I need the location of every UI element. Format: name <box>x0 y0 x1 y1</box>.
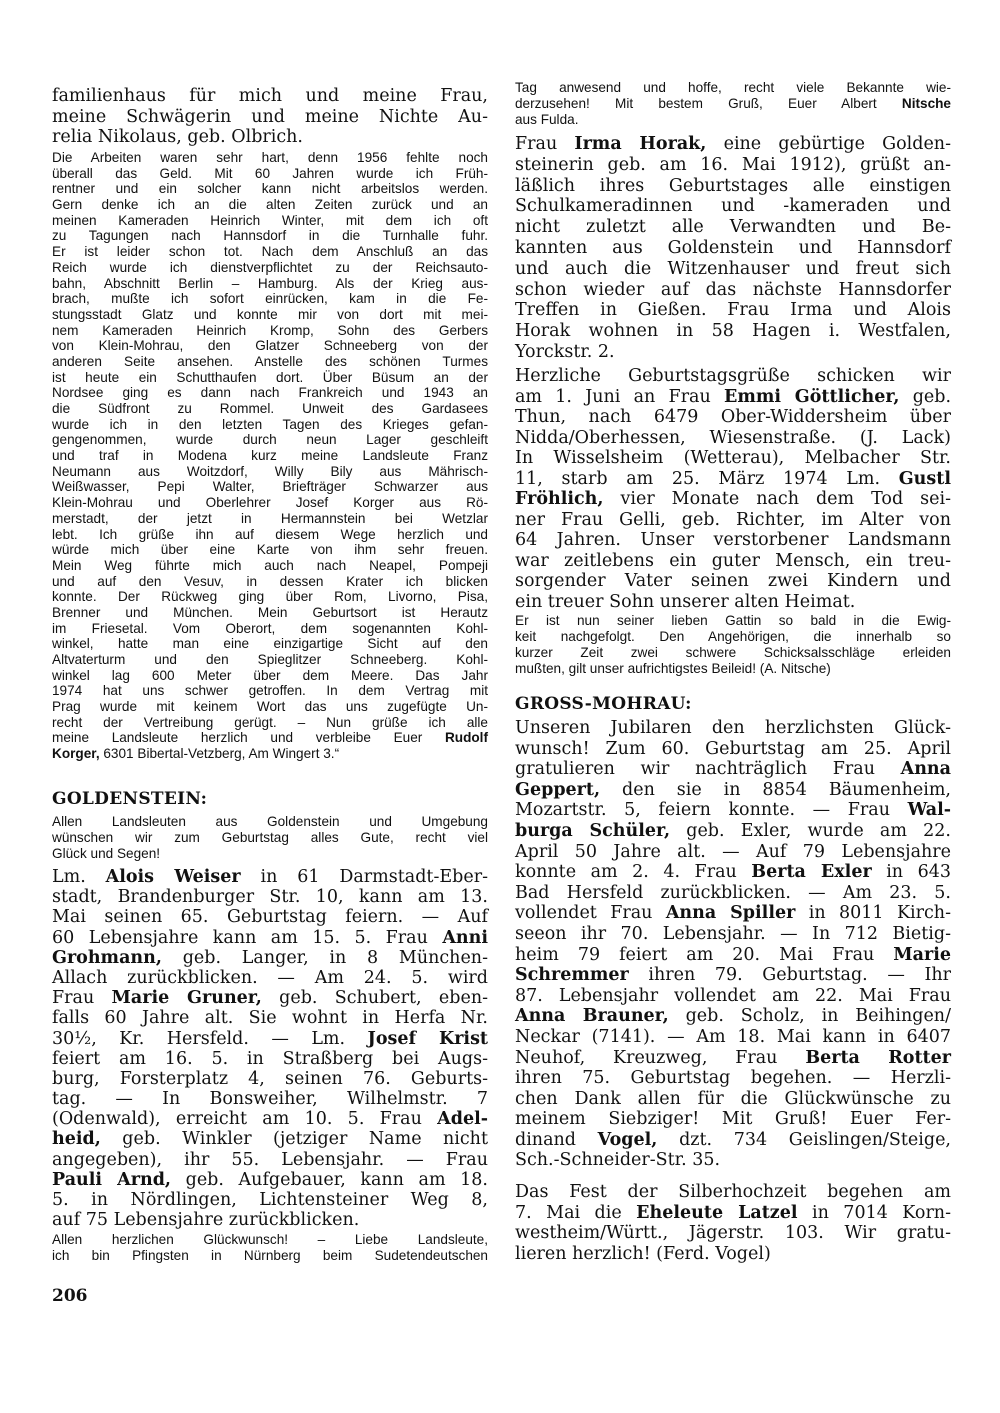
section-heading-gross-mohrau: GROSS-MOHRAU: <box>515 694 692 714</box>
text-line <box>515 1109 951 1130</box>
text-segment: (Odenwald), erreicht am 10. 5. Frau <box>52 1109 438 1130</box>
text-segment: familienhaus für mich und meine Frau, <box>52 86 488 106</box>
text-line <box>515 176 951 197</box>
text-segment: heim 79 feiert am 20. Mai Frau <box>515 944 894 965</box>
bold-name: Pauli Arnd, <box>52 1169 172 1190</box>
bold-name: Anna Brauner, <box>515 1006 669 1027</box>
text-segment: dzt. 734 Geislingen/Steige, <box>657 1129 951 1150</box>
text-segment: Weißwasser, Pepi Walter, Briefträger Schwarzer aus <box>52 479 488 495</box>
text-segment: Lm. <box>52 867 106 887</box>
text-segment: schon wieder auf das nächste Hannsdorfer <box>515 279 951 300</box>
text-line <box>52 814 488 830</box>
text-segment: wünschen wir zum Geburtstag alles Gute, recht viel <box>52 830 488 845</box>
text-segment: Neuhof, Kreuzweg, Frau <box>515 1047 806 1068</box>
text-segment: überall das Geld. Mit 60 Jahren wurde ich Früh- <box>52 165 488 181</box>
text-segment: relia Nikolaus, geb. Olbrich. <box>52 127 303 148</box>
bold-name: Marie Gruner, <box>111 988 262 1009</box>
text-segment: Neckar (7141). — Am 18. Mai kann in 6407 <box>515 1026 951 1047</box>
text-segment: am 1. Juni an Frau <box>515 386 725 407</box>
text-line <box>52 197 488 213</box>
text-line <box>515 780 951 801</box>
text-segment: vollendet Frau <box>515 903 666 924</box>
page-number: 206 <box>52 1286 88 1306</box>
text-line <box>515 407 951 428</box>
text-segment: Mai seinen 65. Geburtstag feiern. — Auf <box>52 907 488 928</box>
text-line <box>52 1089 488 1109</box>
bold-name: Marie <box>893 944 951 965</box>
goldenstein-closing <box>52 1232 488 1264</box>
goettlicher-paragraph <box>515 366 951 612</box>
text-segment: Klein-Mohrau und Oberlehrer Josef Korger aus Rö- <box>52 495 488 511</box>
text-segment: zu Tagungen nach Hannsdorf in die Turnhalle fuhr. <box>52 228 488 244</box>
text-line <box>515 155 951 176</box>
text-line <box>52 385 488 401</box>
text-line <box>52 715 488 731</box>
text-line <box>52 668 488 684</box>
text-line <box>515 469 951 490</box>
text-line <box>515 366 951 387</box>
text-line <box>52 907 488 927</box>
text-line <box>515 718 951 739</box>
text-line <box>515 1089 951 1110</box>
text-line <box>52 988 488 1008</box>
text-line <box>52 432 488 448</box>
text-line <box>52 887 488 907</box>
section-heading-goldenstein: GOLDENSTEIN: <box>52 789 208 809</box>
text-segment: Nordsee ging es dann nach Frankreich und 1943 an <box>52 385 488 401</box>
text-line <box>52 1008 488 1028</box>
text-line <box>515 592 951 613</box>
text-segment: Allach zurückblicken. — Am 24. 5. wird <box>52 967 488 988</box>
bold-name: heid, <box>52 1129 101 1150</box>
text-line <box>515 965 951 986</box>
bold-name: Grohmann, <box>52 947 162 968</box>
text-line <box>52 323 488 339</box>
text-segment: ich bin Pfingsten in Nürnberg beim Sudetendeutschen <box>52 1248 488 1263</box>
text-line <box>515 661 951 677</box>
bold-name: Gustl <box>898 468 951 489</box>
text-line <box>52 867 488 887</box>
text-segment: wurde ich in den letzten Tagen des Krieges gefan- <box>52 416 488 432</box>
text-line <box>52 636 488 652</box>
text-segment: lieren herzlich! (Ferd. Vogel) <box>515 1243 771 1264</box>
text-segment: in 643 <box>871 862 951 883</box>
text-line <box>515 510 951 531</box>
goldenstein-greeting <box>52 814 488 862</box>
text-line <box>515 1223 951 1244</box>
intro-paragraph <box>52 86 488 148</box>
text-line <box>515 489 951 510</box>
text-line <box>515 842 951 863</box>
text-segment: geb. Aufgebauer, kann am 18. <box>171 1169 488 1190</box>
text-segment: Thun, nach 6479 Ober-Widdersheim über <box>515 407 951 427</box>
text-segment: eine gebürtige Golden- <box>706 134 951 154</box>
text-segment: stadt, Brandenburger Str. 10, kann am 13. <box>52 887 488 908</box>
bold-name: Irma Horak, <box>574 134 707 154</box>
text-segment: Neumann aus Woitzdorf, Willy Bily aus Mährisch- <box>52 463 488 479</box>
letter-paragraph <box>52 150 488 762</box>
text-line <box>515 759 951 780</box>
bold-name: Wal- <box>907 800 951 821</box>
text-segment: April 50 Jahre alt. — Auf 79 Lebensjahre <box>515 841 951 862</box>
text-line <box>515 80 951 96</box>
text-segment: vier Monate nach dem Tod sei- <box>603 489 951 509</box>
text-line <box>52 574 488 590</box>
text-segment: nem Kameraden Heinrich Kromp, Sohn des Gerbers <box>52 322 488 338</box>
text-segment: Nidda/Oberhessen, Wiesenstraße. (J. Lack) <box>515 427 951 448</box>
text-line <box>515 986 951 1007</box>
text-line <box>52 338 488 354</box>
text-line <box>515 629 951 645</box>
text-line <box>52 260 488 276</box>
text-segment: den sie in 8854 Bäumenheim, <box>600 779 951 800</box>
bold-name: Rudolf <box>444 730 488 746</box>
text-segment: meine Schwägerin und meine Nichte Au- <box>52 106 488 127</box>
text-line <box>52 244 488 260</box>
text-segment: Die Arbeiten waren sehr hart, denn 1956 fehlte noch <box>52 150 488 165</box>
text-segment: Sch.-Schneider-Str. 35. <box>515 1150 721 1171</box>
text-line <box>52 181 488 197</box>
text-segment: kurzer Zeit zwei schwere Schicksalsschläge erleiden <box>515 645 951 660</box>
text-segment: tag. — In Bonsweiher, Wilhelmstr. 7 <box>52 1089 488 1110</box>
text-line <box>515 342 951 363</box>
text-line <box>515 1182 951 1203</box>
text-segment: derzusehen! Mit bestem Gruß, Euer Albert <box>515 96 902 111</box>
text-line <box>515 259 951 280</box>
text-line <box>515 387 951 408</box>
text-line <box>52 228 488 244</box>
text-segment: burg, Forsterplatz 4, seinen 76. Geburts- <box>52 1068 488 1089</box>
text-segment: lebt. Ich grüße ihn auf diesem Wege herzlich und <box>52 526 488 542</box>
text-segment: ihren 79. Geburtstag. — Ihr <box>628 965 951 986</box>
text-line <box>515 448 951 469</box>
bold-name: Adel- <box>437 1109 488 1130</box>
text-line <box>515 551 951 572</box>
text-segment: Herzliche Geburtstagsgrüße schicken wir <box>515 366 951 386</box>
condolence-paragraph <box>515 613 951 677</box>
text-segment: Yorckstr. 2. <box>515 341 615 362</box>
text-segment: Mein Weg führte mich auch nach Neapel, Pompeji <box>52 557 488 573</box>
text-line <box>515 300 951 321</box>
text-line <box>52 1170 488 1190</box>
text-line <box>515 739 951 760</box>
text-line <box>52 928 488 948</box>
text-segment: Horak wohnen in 58 Hagen i. Westfalen, <box>515 321 951 342</box>
text-line <box>515 134 951 155</box>
text-line <box>515 196 951 217</box>
text-segment: würde mich über eine Karte von ihm sehr freuen. <box>52 542 488 558</box>
text-line <box>52 127 488 148</box>
text-segment: ein treuer Sohn unserer alten Heimat. <box>515 591 856 612</box>
text-line <box>515 112 951 128</box>
text-segment: ist heute ein Schutthaufen dort. Über Büsum an der <box>52 369 488 385</box>
text-line <box>515 1068 951 1089</box>
bold-name: Josef Krist <box>367 1028 489 1049</box>
text-line <box>52 683 488 699</box>
text-segment: 87. Lebensjahr vollendet am 22. Mai Frau <box>515 985 951 1006</box>
text-segment: 6301 Bibertal-Vetzberg, Am Wingert 3.“ <box>99 746 340 762</box>
text-line <box>515 924 951 945</box>
text-segment: sorgender Vater seinen zwei Kindern und <box>515 571 951 591</box>
text-segment: Frau <box>515 134 575 154</box>
text-segment: Allen herzlichen Glückwunsch! – Liebe Landsleute, <box>52 1232 488 1247</box>
bold-name: Schremmer <box>515 965 629 986</box>
bold-name: Anna Spiller <box>665 903 796 924</box>
text-segment: und auf den Vesuv, in dessen Krater ich blicken <box>52 573 488 589</box>
text-line <box>515 530 951 551</box>
text-line <box>52 370 488 386</box>
bold-name: burga Schüler, <box>515 820 671 841</box>
text-segment: Er ist nun seiner lieben Gattin so bald in die Ewig- <box>515 613 951 628</box>
text-segment: Unseren Jubilaren den herzlichsten Glück- <box>515 718 951 738</box>
text-line <box>52 1049 488 1069</box>
text-segment: falls 60 Jahre alt. Sie wohnt in Herfa Nr. <box>52 1008 488 1029</box>
text-segment: geb. Scholz, in Beihingen/ <box>668 1006 951 1027</box>
text-segment: mußten, gilt unser aufrichtigstes Beileid! (A. Nitsche) <box>515 661 831 676</box>
text-line <box>52 511 488 527</box>
text-segment: nicht zuletzt alle Verwandten und Be- <box>515 217 951 238</box>
text-line <box>52 417 488 433</box>
text-segment: Brenner und München. Mein Geburtsort ist Herautz <box>52 604 488 620</box>
text-segment: westheim/Württ., Jägerstr. 103. Wir gratu- <box>515 1223 951 1244</box>
text-segment: ihren 75. Geburtstag begehen. — Herzli- <box>515 1068 951 1089</box>
text-line <box>515 945 951 966</box>
text-segment: geb. <box>899 386 952 407</box>
bold-name: Berta Rotter <box>805 1047 951 1068</box>
text-line <box>52 1232 488 1248</box>
text-line <box>52 542 488 558</box>
text-line <box>515 1027 951 1048</box>
text-segment: Tag anwesend und hoffe, recht viele Bekannte wie- <box>515 80 951 95</box>
text-line <box>515 821 951 842</box>
text-segment: recht der Vertreibung gerügt. – Nun grüße ich alle <box>52 714 488 730</box>
text-segment: geb. Schubert, eben- <box>261 988 488 1009</box>
bold-name: Alois Weiser <box>105 867 241 887</box>
text-line <box>52 1029 488 1049</box>
text-segment: Glück und Segen! <box>52 846 161 861</box>
text-segment: Mozartstr. 5, feiern konnte. — Frau <box>515 800 908 821</box>
text-line <box>52 730 488 746</box>
text-line <box>515 280 951 301</box>
text-segment: Bad Hersfeld zurückblicken. — Am 23. 5. <box>515 882 951 903</box>
horak-paragraph <box>515 134 951 363</box>
text-segment: 11, starb am 25. März 1974 Lm. <box>515 468 899 489</box>
nitsche-continuation <box>515 80 951 128</box>
text-segment: meine Landsleute herzlich und verbleibe Euer <box>52 730 445 746</box>
text-line <box>515 428 951 449</box>
text-segment: Reich wurde ich dienstverpflichtet zu der Reichsauto- <box>52 259 488 275</box>
text-segment: angegeben), ihr 55. Lebensjahr. — Frau <box>52 1149 488 1170</box>
text-segment: geb. Winkler (jetziger Name nicht <box>100 1129 488 1150</box>
text-segment: konnte am 2. 4. Frau <box>515 862 752 883</box>
text-segment: dinand <box>515 1129 598 1150</box>
text-segment: winkel lag 600 Meter über dem Meere. Das Jahr <box>52 667 488 683</box>
jubilare-paragraph <box>515 718 951 1171</box>
text-segment: in 7014 Korn- <box>797 1202 951 1223</box>
text-segment: Altvaterturm und den Spieglitzer Schneeberg. Kohl- <box>52 652 488 667</box>
text-segment: und auch die Witzenhauser und freut sich <box>515 258 951 279</box>
text-line <box>515 1006 951 1027</box>
text-line <box>52 558 488 574</box>
text-line <box>52 968 488 988</box>
text-segment: im Friesetal. Vom Oberort, dem sogenannten Kohl- <box>52 620 488 636</box>
text-segment: chen Dank allen für die Glückwünsche zu <box>515 1088 951 1109</box>
text-segment: Das Fest der Silberhochzeit begehen am <box>515 1182 951 1202</box>
text-line <box>515 645 951 661</box>
text-line <box>52 166 488 182</box>
text-line <box>52 652 488 668</box>
text-line <box>52 107 488 128</box>
text-line <box>52 746 488 762</box>
text-line <box>515 571 951 592</box>
silberhochzeit-paragraph <box>515 1182 951 1264</box>
text-segment: meinem Siebziger! Mit Gruß! Euer Fer- <box>515 1109 951 1130</box>
text-line <box>52 1069 488 1089</box>
text-segment: die Südfront zu Rommel. Unweit des Gardasees <box>52 401 488 416</box>
text-line <box>515 883 951 904</box>
bold-name: Korger, <box>52 746 100 762</box>
text-segment: 7. Mai die <box>515 1202 637 1223</box>
text-line <box>52 948 488 968</box>
text-line <box>52 307 488 323</box>
text-segment: feiert am 16. 5. in Straßberg bei Augs- <box>52 1048 488 1069</box>
text-segment: meinen Kameraden Heinrich Winter, mit dem ich oft <box>52 212 488 228</box>
text-segment: gengenommen, wurde durch neun Lager geschleift <box>52 432 488 448</box>
text-line <box>515 1244 951 1265</box>
text-segment: keit nachgefolgt. Den Angehörigen, die innerhalb so <box>515 629 951 644</box>
text-line <box>52 621 488 637</box>
text-line <box>515 613 951 629</box>
text-line <box>515 1203 951 1224</box>
bold-name: Nitsche <box>901 96 951 111</box>
text-line <box>52 213 488 229</box>
text-segment: geb. Langer, in 8 München- <box>161 947 488 968</box>
text-line <box>515 1130 951 1151</box>
text-line <box>52 699 488 715</box>
text-segment: anderen Seite ansehen. Anstelle des schönen Turmes <box>52 353 488 369</box>
text-segment: in 61 Darmstadt-Eber- <box>240 867 488 887</box>
text-line <box>515 217 951 238</box>
text-segment: 30½, Kr. Hersfeld. — Lm. <box>52 1028 368 1049</box>
text-segment: geb. Exler, wurde am 22. <box>670 820 951 841</box>
text-segment: aus Fulda. <box>515 112 579 127</box>
text-segment: von Klein-Mohrau, den Glatzer Schneeberg von der <box>52 338 488 354</box>
text-line <box>52 354 488 370</box>
text-segment: Schulkameradinnen und -kameraden und <box>515 196 951 217</box>
bold-name: Emmi Göttlicher, <box>724 386 900 407</box>
text-line <box>52 401 488 417</box>
text-segment: auf 75 Lebensjahre zurückblicken. <box>52 1210 360 1231</box>
text-segment: brach, mußte ich sofort einrücken, kam in die Fe- <box>52 291 488 307</box>
text-line <box>52 291 488 307</box>
bold-name: Anni <box>442 927 488 948</box>
bold-name: Anna <box>900 759 951 780</box>
text-line <box>52 86 488 107</box>
text-segment: winkel, hatte man eine einzigartige Sicht auf den <box>52 636 488 652</box>
text-segment: 5. in Nördlingen, Lichtensteiner Weg 8, <box>52 1190 488 1210</box>
text-line <box>52 448 488 464</box>
text-line <box>52 527 488 543</box>
text-segment: In Wisselsheim (Wetterau), Melbacher Str. <box>515 448 951 468</box>
text-segment: stungsstadt Glatz und konnte mir von dort mit mei- <box>52 306 488 322</box>
text-segment: bahn, Abschnitt Berlin – Hamburg. Als der Krieg aus- <box>52 275 488 291</box>
text-segment: Prag wurde mit keinem Wort das uns zugefügte Un- <box>52 699 488 715</box>
text-line <box>515 862 951 883</box>
text-segment: 64 Jahren. Unser verstorbener Landsmann <box>515 530 951 550</box>
text-line <box>52 1150 488 1170</box>
text-line <box>52 830 488 846</box>
text-line <box>52 846 488 862</box>
text-segment: in 8011 Kirch- <box>795 903 951 924</box>
text-segment: 1974 hat uns schwer getroffen. In dem Vertrag mit <box>52 683 488 699</box>
text-segment: Treffen in Gießen. Frau Irma und Alois <box>515 300 951 321</box>
text-segment: ner Frau Gelli, geb. Richter, im Alter von <box>515 509 951 530</box>
text-segment: Frau <box>52 988 112 1009</box>
text-segment: rentner und ein solcher kann nicht arbeitslos werden. <box>52 181 488 197</box>
text-line <box>515 1150 951 1171</box>
text-line <box>52 1248 488 1264</box>
text-line <box>515 238 951 259</box>
text-segment: kannten aus Goldenstein und Hannsdorf <box>515 237 951 258</box>
bold-name: Geppert, <box>515 779 601 800</box>
text-segment: konnte. Der Rückweg ging über Rom, Livorno, Pisa, <box>52 589 488 605</box>
text-segment: Allen Landsleuten aus Goldenstein und Umgebung <box>52 814 488 829</box>
text-line <box>52 1109 488 1129</box>
text-segment: Gern denke ich an die alten Zeiten zurück und an <box>52 197 488 213</box>
bold-name: Eheleute Latzel <box>636 1202 798 1223</box>
text-line <box>52 495 488 511</box>
text-segment: und traf in Modena kurz meine Landsleute Franz <box>52 448 488 464</box>
text-line <box>515 1048 951 1069</box>
text-segment: steinerin geb. am 16. Mai 1912), grüßt an- <box>515 154 951 175</box>
text-line <box>515 321 951 342</box>
text-segment: 60 Lebensjahre kann am 15. 5. Frau <box>52 927 443 948</box>
text-line <box>515 903 951 924</box>
text-line <box>52 276 488 292</box>
text-segment: gratulieren wir nachträglich Frau <box>515 759 901 780</box>
goldenstein-birthdays <box>52 867 488 1230</box>
text-line <box>52 605 488 621</box>
text-line <box>515 96 951 112</box>
text-segment: läßlich ihres Geburtstages alle einstigen <box>515 175 951 196</box>
text-segment: Er ist leider schon tot. Nach dem Anschluß an das <box>52 244 488 260</box>
text-segment: merstadt, der jetzt in Hermannstein bei Wetzlar <box>52 510 488 526</box>
text-segment: wunsch! Zum 60. Geburtstag am 25. April <box>515 738 951 759</box>
text-line <box>515 800 951 821</box>
text-line <box>52 1210 488 1230</box>
text-line <box>52 1129 488 1149</box>
bold-name: Fröhlich, <box>515 489 604 509</box>
text-line <box>52 464 488 480</box>
text-segment: seeon ihr 70. Lebensjahr. — In 712 Bietig- <box>515 923 951 944</box>
bold-name: Berta Exler <box>751 862 872 883</box>
text-line <box>52 150 488 166</box>
text-line <box>52 1190 488 1210</box>
text-line <box>52 589 488 605</box>
text-line <box>52 479 488 495</box>
text-segment: war zeitlebens ein guter Mensch, ein treu- <box>515 550 951 571</box>
bold-name: Vogel, <box>597 1129 658 1150</box>
